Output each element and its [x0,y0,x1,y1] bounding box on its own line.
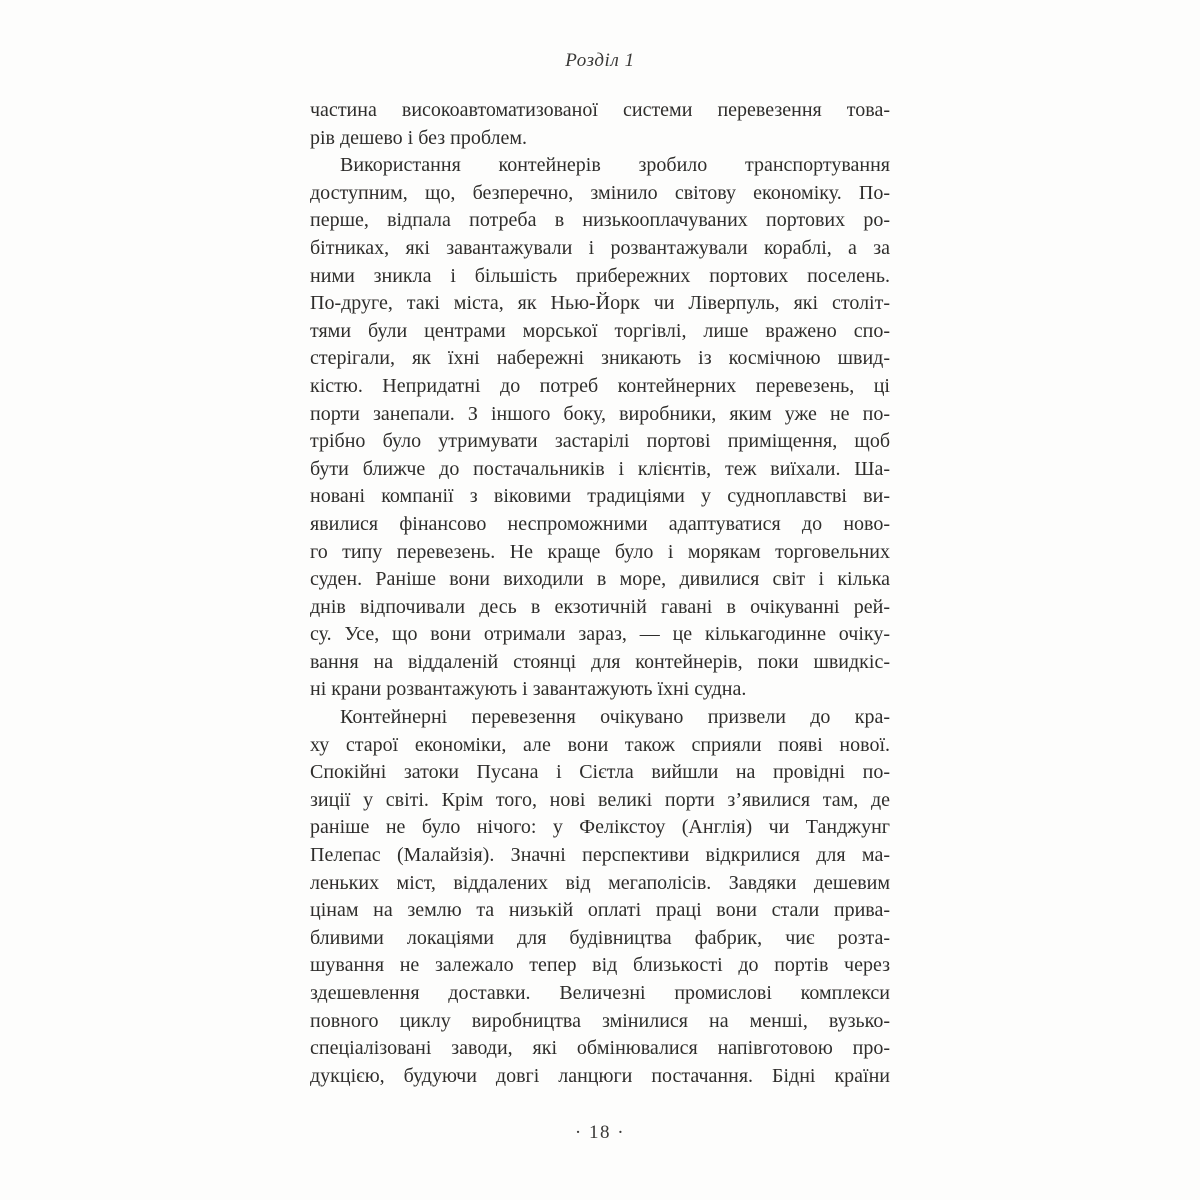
running-header: Розділ 1 [565,50,635,71]
text-line: бути ближче до постачальників і клієнтів, теж виїхали. Ша- [310,457,890,480]
paragraph [310,704,890,1090]
text-line: Пелепас (Малайзія). Значні перспективи відкрилися для ма- [310,844,890,867]
text-line: ху старої економіки, але вони також сприяли появі нової. [310,733,890,756]
text-line: тями були центрами морської торгівлі, лише вражено спо- [310,319,890,342]
text-line: стерігали, як їхні набережні зникають із космічною швид- [310,347,890,370]
text-line: вання на віддаленій стоянці для контейнерів, поки швидкіс- [310,650,890,673]
text-line: кістю. Непридатні до потреб контейнерних перевезень, ці [310,374,890,397]
text-line: леньких міст, віддалених від мегаполісів. Завдяки дешевим [310,871,890,894]
text-line: рів дешево і без проблем. [310,126,528,149]
text-line: зиції у світі. Крім того, нові великі порти з’явилися там, де [310,788,890,811]
text-line: ними зникла і більшість прибережних портових поселень. [310,264,890,287]
text-line: порти занепали. З іншого боку, виробники, яким уже не по- [310,402,890,425]
text-line: бливими локаціями для будівництва фабрик, чиє розта- [310,926,890,949]
paragraph [310,97,890,152]
text-line: Контейнерні перевезення очікувано призвели до кра- [340,706,890,729]
text-line: су. Усе, що вони отримали зараз, — це кількагодинне очіку- [310,623,890,646]
text-line: днів відпочивали десь в екзотичній гавані в очікуванні рей- [310,595,890,618]
page-number: · 18 · [574,1122,626,1143]
text-line: доступним, що, безперечно, змінило світову економіку. По- [310,181,890,204]
text-line: перше, відпала потреба в низькооплачуваних портових ро- [310,209,890,232]
text-line: Використання контейнерів зробило транспортування [340,154,890,177]
text-line: частина високоавтоматизованої системи перевезення това- [310,99,890,121]
text-line: трібно було утримувати застарілі портові приміщення, щоб [310,430,890,453]
text-line: раніше не було нічого: у Фелікстоу (Англія) чи Танджунг [310,816,890,839]
text-line: ні крани розвантажують і завантажують їхні судна. [310,678,747,701]
text-line: суден. Раніше вони виходили в море, дивилися світ і кілька [310,568,890,591]
text-line: шування не залежало тепер від близькості до портів через [310,954,890,977]
text-line: новані компанії з віковими традиціями у судноплавстві ви- [310,485,890,508]
text-line: цінам на землю та низькій оплаті праці вони стали прива- [310,899,890,922]
text-line: здешевлення доставки. Величезні промислові комплекси [310,982,890,1004]
body-text [310,97,890,1090]
text-line: явилися фінансово неспроможними адаптуватися до ново- [310,512,890,535]
text-line: бітниках, які завантажували і розвантажували кораблі, а за [310,236,890,259]
text-line: го типу перевезень. Не краще було і морякам торговельних [310,540,890,563]
text-line: спеціалізовані заводи, які обмінювалися напівготовою про- [310,1037,890,1060]
text-line: По-друге, такі міста, як Нью-Йорк чи Ліверпуль, які століт- [310,292,890,315]
text-line: дукцією, будуючи довгі ланцюги постачання. Бідні країни [310,1064,890,1087]
text-line: Спокійні затоки Пусана і Сієтла вийшли на провідні по- [310,761,890,784]
text-line: повного циклу виробництва змінилися на менші, вузько- [310,1009,890,1032]
paragraph [310,152,890,704]
